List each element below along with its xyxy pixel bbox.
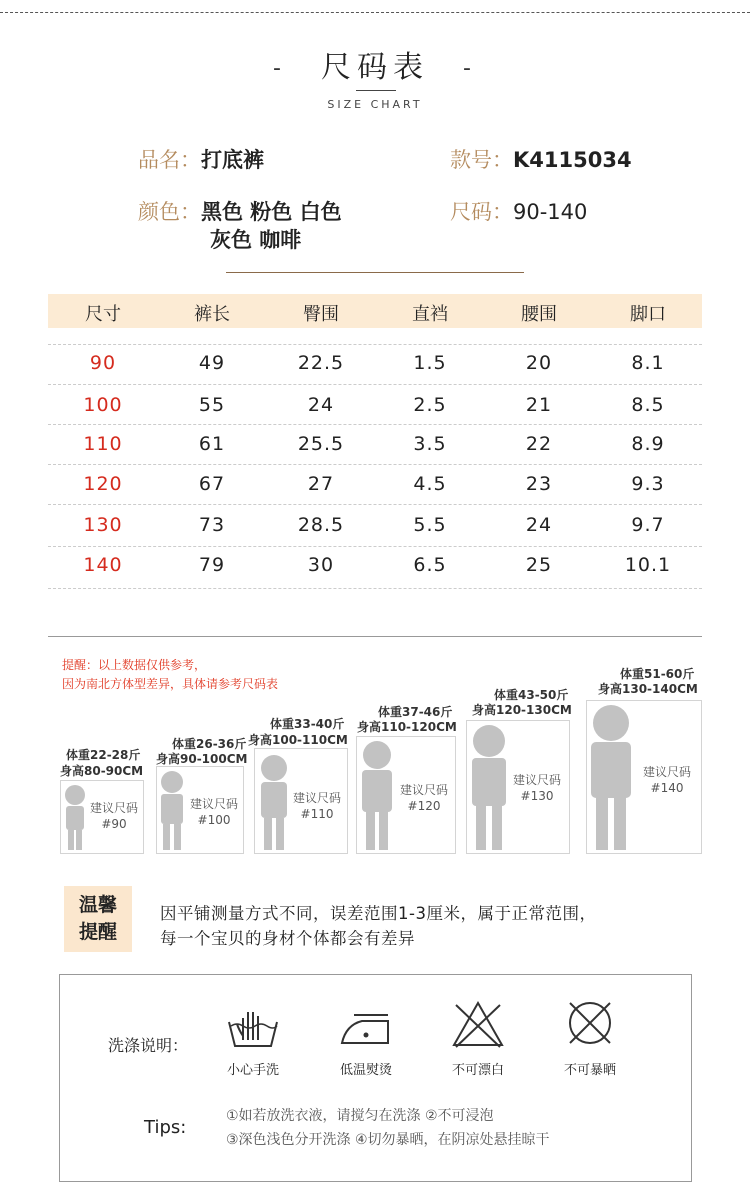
page-subtitle: SIZE CHART [327, 98, 423, 111]
row-divider [48, 384, 702, 385]
reminder-line1: 提醒：以上数据仅供参考， [62, 658, 207, 672]
col-header-hip: 臀围 [303, 304, 339, 325]
cell-waist: 25 [525, 554, 553, 576]
figure-height: 身高110-120CM [357, 720, 457, 734]
cell-rise: 4.5 [413, 473, 447, 495]
table-row [48, 394, 702, 424]
product-name-value: 打底裤 [201, 148, 264, 172]
product-name-label: 品名： [138, 148, 201, 172]
child-silhouette-icon [356, 738, 398, 852]
color-row [138, 196, 342, 226]
cell-hem: 9.3 [631, 473, 665, 495]
figure-recommend-label: 建议尺码 [399, 783, 448, 797]
cell-length: 61 [198, 433, 226, 455]
figure-weight: 体重51-60斤 [620, 667, 695, 681]
no-tumble-dry-icon [562, 995, 618, 1051]
title-right-dash: - [463, 56, 477, 81]
warm-tag-line1: 温馨 [78, 894, 117, 916]
cell-waist: 20 [525, 352, 553, 374]
figure-height: 身高130-140CM [598, 682, 698, 696]
figure-recommend-label: 建议尺码 [292, 791, 341, 805]
figure-height: 身高100-110CM [248, 733, 348, 747]
figure-recommend-size: #100 [197, 813, 231, 827]
cell-size: 130 [83, 514, 123, 536]
cell-hip: 25.5 [297, 433, 345, 455]
low-iron-label: 低温熨烫 [339, 1063, 392, 1078]
figure-height: 身高80-90CM [60, 764, 144, 778]
figure-recommend-label: 建议尺码 [642, 765, 691, 779]
figure-weight: 体重43-50斤 [494, 688, 569, 702]
cell-hip: 24 [307, 394, 335, 416]
cell-waist: 22 [525, 433, 553, 455]
figure-height: 身高90-100CM [156, 752, 248, 766]
cell-length: 49 [198, 352, 226, 374]
cell-length: 73 [198, 514, 226, 536]
cell-length: 55 [198, 394, 226, 416]
cell-size: 140 [83, 554, 123, 576]
figure-weight: 体重26-36斤 [172, 737, 247, 751]
table-row [48, 514, 702, 544]
cell-waist: 23 [525, 473, 553, 495]
cell-hem: 8.5 [631, 394, 665, 416]
figure-recommend-size: #120 [407, 799, 441, 813]
subtitle-rule [356, 90, 396, 91]
tips-label: Tips: [144, 1117, 187, 1138]
figure-weight: 体重33-40斤 [270, 717, 345, 731]
cell-rise: 1.5 [413, 352, 447, 374]
style-number-row [450, 144, 632, 174]
no-bleach-label: 不可漂白 [451, 1063, 504, 1078]
col-header-length: 裤长 [194, 304, 230, 325]
row-divider [48, 588, 702, 589]
warm-reminder-tag [64, 886, 132, 952]
row-divider [48, 344, 702, 345]
cell-length: 67 [198, 473, 226, 495]
col-header-size: 尺寸 [85, 304, 121, 325]
color-value-line2: 灰色 咖啡 [210, 228, 302, 252]
warm-tag-line2: 提醒 [78, 921, 117, 943]
cell-rise: 2.5 [413, 394, 447, 416]
cell-hem: 10.1 [624, 554, 672, 576]
care-instructions-box [59, 974, 692, 1182]
reminder-line2: 因为南北方体型差异，具体请参考尺码表 [62, 677, 279, 691]
no-bleach-icon [450, 997, 506, 1053]
cell-hip: 22.5 [297, 352, 345, 374]
hand-wash-icon [225, 1000, 281, 1056]
cell-waist: 21 [525, 394, 553, 416]
figure-recommend-label: 建议尺码 [89, 801, 138, 815]
table-row [48, 473, 702, 503]
cell-waist: 24 [525, 514, 553, 536]
child-silhouette-icon [155, 768, 189, 852]
style-number-value: K4115034 [513, 148, 632, 172]
section-divider [48, 636, 702, 637]
table-row [48, 433, 702, 463]
no-tumble-dry-label: 不可暴晒 [563, 1063, 616, 1078]
cell-size: 100 [83, 394, 123, 416]
figure-weight: 体重37-46斤 [378, 705, 453, 719]
row-divider [48, 424, 702, 425]
title-text: 尺码表 [321, 50, 429, 85]
cell-hip: 28.5 [297, 514, 345, 536]
care-label: 洗涤说明： [108, 1036, 189, 1055]
low-iron-icon [338, 1003, 394, 1059]
color-label: 颜色： [138, 200, 201, 224]
size-range-value: 90-140 [513, 200, 588, 224]
cell-hem: 8.1 [631, 352, 665, 374]
cell-length: 79 [198, 554, 226, 576]
col-header-hem: 脚口 [630, 304, 666, 325]
info-divider [226, 272, 524, 273]
cell-hip: 27 [307, 473, 335, 495]
table-row [48, 554, 702, 584]
figure-recommend-size: #90 [101, 817, 127, 831]
warm-text-line1: 因平铺测量方式不同，误差范围1-3厘米，属于正常范围， [160, 904, 597, 923]
cell-rise: 3.5 [413, 433, 447, 455]
tip-line2: ③深色浅色分开洗涤 ④切勿暴晒，在阴凉处悬挂晾干 [226, 1132, 550, 1148]
cell-hem: 9.7 [631, 514, 665, 536]
row-divider [48, 464, 702, 465]
warm-text-line2: 每一个宝贝的身材个体都会有差异 [160, 929, 415, 948]
size-table-header [48, 294, 702, 328]
title-left-dash: - [273, 56, 287, 81]
style-number-label: 款号： [450, 148, 513, 172]
child-silhouette-icon [584, 702, 638, 852]
figure-height: 身高120-130CM [472, 703, 572, 717]
row-divider [48, 546, 702, 547]
figure-weight: 体重22-28斤 [66, 748, 141, 762]
color-row-2 [210, 224, 301, 254]
top-dashed-divider [0, 12, 750, 13]
figure-recommend-size: #140 [650, 781, 684, 795]
page-title [0, 42, 750, 86]
size-range-row [450, 196, 587, 226]
row-divider [48, 504, 702, 505]
cell-size: 110 [83, 433, 123, 455]
size-range-label: 尺码： [450, 200, 513, 224]
cell-hip: 30 [307, 554, 335, 576]
figure-recommend-label: 建议尺码 [189, 797, 238, 811]
cell-size: 120 [83, 473, 123, 495]
hand-wash-label: 小心手洗 [226, 1063, 279, 1078]
cell-rise: 5.5 [413, 514, 447, 536]
table-row [48, 352, 702, 382]
cell-rise: 6.5 [413, 554, 447, 576]
figure-recommend-size: #110 [300, 807, 334, 821]
tip-line1: ①如若放洗衣液，请搅匀在洗涤 ②不可浸泡 [226, 1108, 494, 1124]
figure-recommend-size: #130 [520, 789, 554, 803]
cell-hem: 8.9 [631, 433, 665, 455]
col-header-rise: 直裆 [412, 304, 448, 325]
product-name-row [138, 144, 264, 174]
color-value-line1: 黑色 粉色 白色 [201, 200, 342, 224]
cell-size: 90 [89, 352, 117, 374]
figure-recommend-label: 建议尺码 [512, 773, 561, 787]
col-header-waist: 腰围 [521, 304, 557, 325]
